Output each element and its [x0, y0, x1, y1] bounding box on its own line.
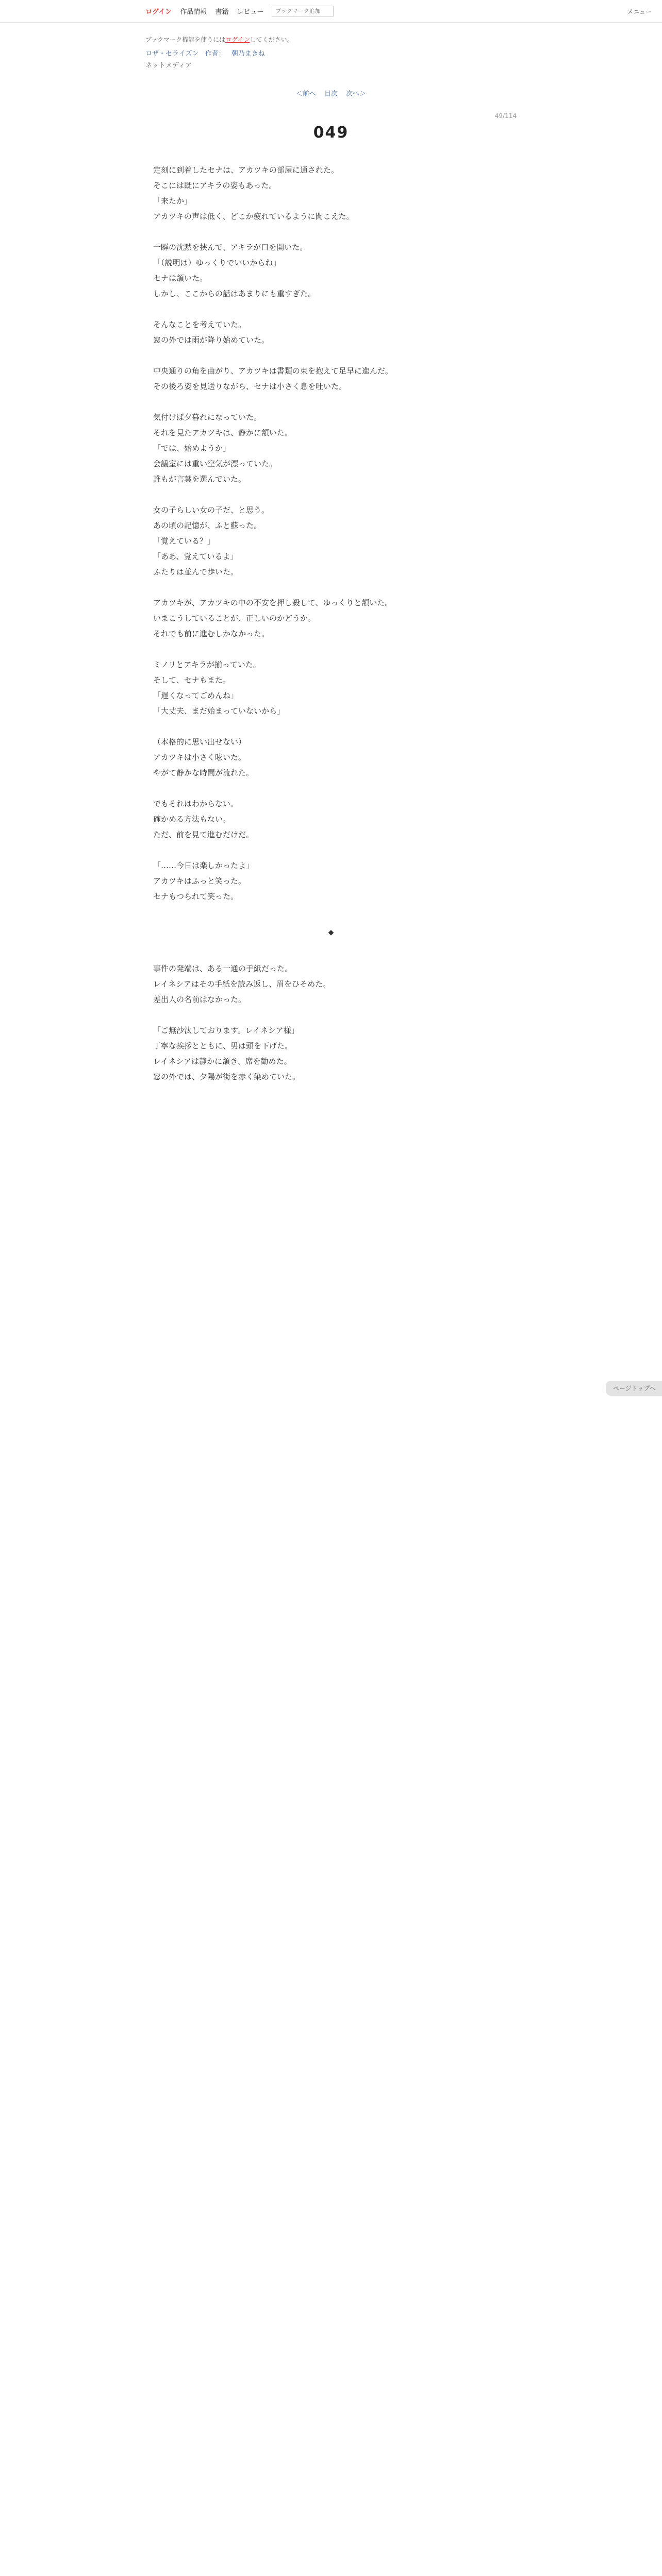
text-line: 中央通りの角を曲がり、アカツキは書類の束を抱えて足早に進んだ。 — [153, 366, 393, 376]
paragraph-block — [145, 162, 517, 224]
login-link[interactable]: ログイン — [145, 8, 172, 16]
text-line: それでも前に進むしかなかった。 — [153, 629, 270, 638]
text-line: 誰もが言葉を選んでいた。 — [153, 474, 246, 484]
text-line: ただ、前を見て進むだけだ。 — [153, 830, 254, 839]
text-line: 窓の外では雨が降り始めていた。 — [153, 335, 270, 345]
series-extra: ネットメディア — [145, 62, 192, 70]
menu-button[interactable]: メニュー — [626, 8, 652, 15]
login-notice — [145, 35, 517, 44]
text-line: 気付けば夕暮れになっていた。 — [153, 413, 262, 422]
chapter-pager — [145, 88, 517, 98]
text-line: 定刻に到着したセナは、アカツキの部屋に通された。 — [153, 165, 339, 175]
text-line: 窓の外では、夕陽が街を赤く染めていた。 — [153, 1072, 301, 1081]
content-wrapper — [145, 35, 517, 1084]
author-link[interactable]: 朝乃まきね — [231, 50, 265, 58]
text-line: そこには既にアキラの姿もあった。 — [153, 181, 277, 190]
text-line: 「遅くなってごめんね」 — [153, 691, 239, 700]
text-line: セナもつられて笑った。 — [153, 892, 239, 901]
series-title-link[interactable]: ロザ・セライズン — [145, 50, 199, 58]
page-counter: 49/114 — [494, 112, 517, 120]
paragraph-block — [145, 363, 517, 394]
text-line: アカツキが、アカツキの中の不安を押し殺して、ゆっくりと頷いた。 — [153, 598, 393, 607]
chapter-body — [145, 162, 517, 1084]
next-chapter-link[interactable]: 次へ＞ — [346, 90, 367, 98]
bookmark-add-input[interactable] — [272, 6, 334, 17]
paragraph-block — [145, 734, 517, 781]
prev-chapter-link[interactable]: ＜前へ — [295, 90, 316, 98]
text-line: ミノリとアキラが揃っていた。 — [153, 660, 261, 669]
nav-reviews[interactable]: レビュー — [237, 8, 264, 16]
paragraph-block — [145, 595, 517, 641]
paragraph-block — [145, 1023, 517, 1084]
text-line: セナは頷いた。 — [153, 274, 208, 283]
text-line: ふたりは並んで歩いた。 — [153, 567, 239, 577]
paragraph-block — [145, 657, 517, 719]
text-line: 「では、始めようか」 — [153, 444, 231, 453]
notice-prefix: ブックマーク機能を使うには — [145, 36, 226, 43]
text-line: それを見たアカツキは、静かに頷いた。 — [153, 428, 292, 437]
text-line: 「（説明は）ゆっくりでいいからね」 — [153, 258, 281, 267]
text-line: あの頃の記憶が、ふと蘇った。 — [153, 521, 262, 530]
paragraph-block — [145, 961, 517, 1007]
text-line: 差出人の名前はなかった。 — [153, 995, 246, 1004]
page-top-button[interactable]: ページトップへ — [606, 1381, 662, 1396]
text-line: アカツキの声は低く、どこか疲れているように聞こえた。 — [153, 212, 354, 221]
author-separator: 作者： — [205, 50, 225, 58]
nav-books[interactable]: 書籍 — [215, 8, 229, 16]
text-line: 「覚えている？」 — [153, 536, 216, 546]
text-line: 会議室には重い空気が漂っていた。 — [153, 459, 277, 468]
text-line: でもそれはわからない。 — [153, 799, 239, 808]
text-line: やがて静かな時間が流れた。 — [153, 768, 254, 777]
text-line: アカツキは小さく呟いた。 — [153, 753, 246, 762]
text-line: 「……今日は楽しかったよ」 — [153, 861, 254, 870]
text-line: アカツキはふっと笑った。 — [153, 876, 246, 886]
text-line: 「来たか」 — [153, 196, 192, 206]
paragraph-block — [145, 796, 517, 842]
top-navigation-bar — [0, 0, 662, 23]
text-line: 「ご無沙汰しております。レイネシア様」 — [153, 1026, 299, 1035]
paragraph-block — [145, 502, 517, 580]
text-line: レイネシアはその手紙を読み返し、眉をひそめた。 — [153, 979, 331, 989]
text-line: 丁寧な挨拶とともに、男は頭を下げた。 — [153, 1041, 293, 1050]
text-line: 確かめる方法もない。 — [153, 815, 231, 824]
text-line: 「ああ、覚えているよ」 — [153, 552, 238, 561]
text-line: （本格的に思い出せない） — [153, 737, 246, 747]
section-divider: ◆ — [328, 928, 334, 937]
chapter-title: 049 — [313, 124, 349, 142]
text-line: 事件の発端は、ある一通の手紙だった。 — [153, 964, 293, 973]
nav-work-info[interactable]: 作品情報 — [180, 8, 207, 16]
paragraph-block — [145, 410, 517, 487]
notice-login-link[interactable]: ログイン — [225, 36, 250, 43]
text-line: その後ろ姿を見送りながら、セナは小さく息を吐いた。 — [153, 382, 347, 391]
table-of-contents-link[interactable]: 目次 — [324, 90, 338, 98]
paragraph-block — [145, 317, 517, 348]
paragraph-block — [145, 240, 517, 301]
series-info — [145, 48, 517, 58]
paragraph-block — [145, 858, 517, 904]
text-line: 女の子らしい女の子だ、と思う。 — [153, 505, 270, 515]
text-line: しかし、ここからの話はあまりにも重すぎた。 — [153, 289, 316, 298]
text-line: いまこうしていることが、正しいのかどうか。 — [153, 614, 316, 623]
text-line: 一瞬の沈黙を挟んで、アキラが口を開いた。 — [153, 243, 308, 252]
text-line: レイネシアは静かに頷き、席を勧めた。 — [153, 1057, 292, 1066]
text-line: そんなことを考えていた。 — [153, 320, 246, 329]
notice-suffix: してください。 — [250, 36, 293, 43]
text-line: そして、セナもまた。 — [153, 675, 230, 685]
text-line: 「大丈夫、まだ始まっていないから」 — [153, 706, 285, 716]
